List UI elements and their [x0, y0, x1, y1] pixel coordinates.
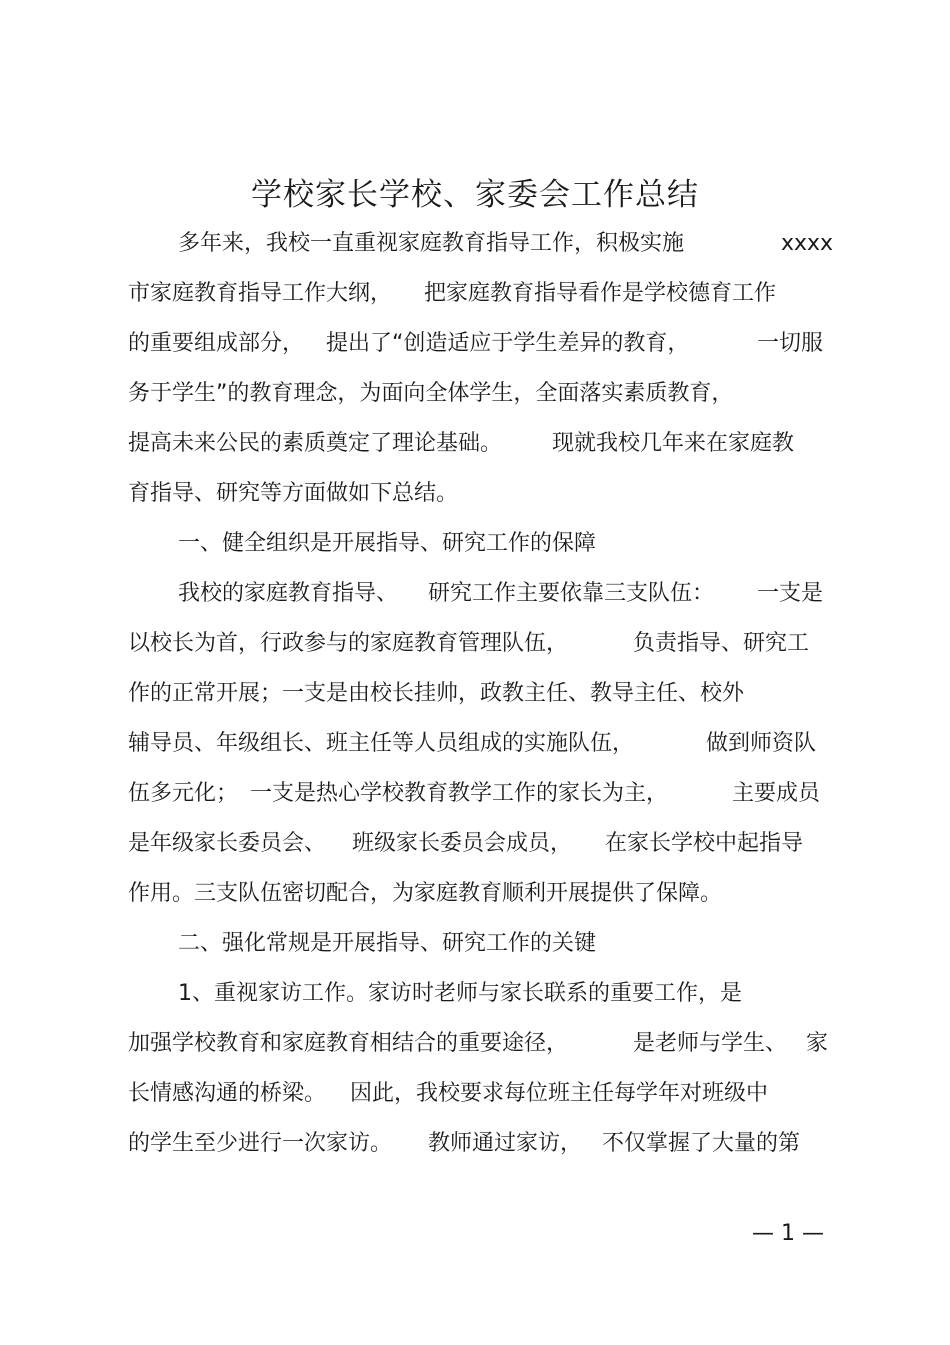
text-line: 主要成员	[732, 781, 821, 806]
text-line: 辅导员、年级组长、班主任等人员组成的实施队伍，	[128, 731, 635, 756]
text-line: 以校长为首，行政参与的家庭教育管理队伍，	[128, 631, 569, 656]
text-line: 务于学生”的教育理念，为面向全体学生，全面落实素质教育，	[128, 381, 734, 406]
text-line: 长情感沟通的桥梁。	[128, 1081, 327, 1106]
text-line: 市家庭教育指导工作大纲，	[128, 281, 393, 306]
text-line: 提高未来公民的素质奠定了理论基础。	[128, 431, 503, 456]
text-line: xxxx	[781, 231, 834, 256]
text-line: 把家庭教育指导看作是学校德育工作	[424, 281, 777, 306]
text-line: 一支是热心学校教育教学工作的家长为主，	[250, 781, 669, 806]
text-line: 研究工作主要依靠三支队伍：	[428, 581, 715, 606]
text-line: 是老师与学生、	[633, 1031, 788, 1056]
text-line: 加强学校教育和家庭教育相结合的重要途径，	[128, 1031, 569, 1056]
text-line: 一切服	[757, 331, 824, 356]
text-line: 是年级家长委员会、	[128, 831, 327, 856]
text-line: 负责指导、研究工	[633, 631, 810, 656]
text-line: 家	[806, 1031, 829, 1056]
text-line: 伍多元化；	[128, 781, 239, 806]
document-title: 学校家长学校、家委会工作总结	[251, 177, 699, 213]
text-line: 的重要组成部分，	[128, 331, 305, 356]
text-line: 班级家长委员会成员，	[352, 831, 573, 856]
text-line: 作的正常开展；一支是由校长挂帅，政教主任、教导主任、校外	[128, 681, 745, 706]
text-line: 提出了“创造适应于学生差异的教育，	[326, 331, 690, 356]
text-line: 的学生至少进行一次家访。	[128, 1131, 393, 1156]
section-heading: 一、健全组织是开展指导、研究工作的保障	[178, 531, 597, 556]
text-line: 教师通过家访，	[428, 1131, 583, 1156]
text-line: 多年来，我校一直重视家庭教育指导工作，积极实施	[178, 231, 685, 256]
text-line: 在家长学校中起指导	[605, 831, 804, 856]
text-line: 不仅掌握了大量的第	[602, 1131, 801, 1156]
text-line: 因此，我校要求每位班主任每学年对班级中	[350, 1081, 769, 1106]
text-line: 做到师资队	[706, 731, 817, 756]
text-line: 1、重视家访工作。家访时老师与家长联系的重要工作，是	[178, 981, 742, 1006]
text-line: 现就我校几年来在家庭教	[552, 431, 795, 456]
text-line: 一支是	[757, 581, 824, 606]
text-line: 作用。三支队伍密切配合，为家庭教育顺利开展提供了保障。	[128, 881, 723, 906]
text-line: 我校的家庭教育指导、	[178, 581, 399, 606]
page-number: — 1 —	[752, 1221, 824, 1246]
section-heading: 二、强化常规是开展指导、研究工作的关键	[178, 931, 597, 956]
text-line: 育指导、研究等方面做如下总结。	[128, 481, 459, 506]
